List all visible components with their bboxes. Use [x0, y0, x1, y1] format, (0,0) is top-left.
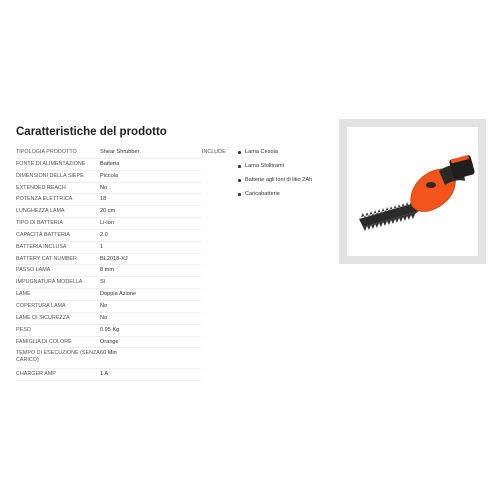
spec-value: Li-Ion	[100, 220, 114, 227]
spec-row	[16, 159, 201, 171]
spec-value: No	[100, 314, 108, 321]
spec-key: FONTE DI ALIMENTAZIONE	[16, 160, 86, 167]
spec-key: PASSO LAMA	[16, 267, 51, 274]
include-item: Lama Cesoia	[236, 147, 312, 161]
include-item: Batterie agli ioni di litio 2Ah	[236, 175, 312, 189]
spec-row	[16, 313, 201, 325]
spec-value: 2.0	[100, 231, 108, 238]
spec-key: LAME	[16, 291, 31, 298]
spec-row	[16, 277, 201, 289]
spec-key: TEMPO DI ESECUZIONE (SENZA CARICO)	[16, 350, 100, 363]
hedge-trimmer-icon	[347, 127, 478, 256]
spec-row	[16, 242, 201, 254]
spec-row	[16, 147, 201, 159]
spec-value: 0.95 Kg	[100, 326, 120, 333]
spec-value: 18	[100, 196, 107, 203]
spec-row	[16, 369, 201, 381]
spec-key: DIMENSIONI DELLA SIEPE	[16, 172, 84, 179]
spec-value: Doppia Azione	[100, 291, 137, 298]
spec-row	[16, 301, 201, 313]
spec-row	[16, 218, 201, 230]
spec-value: 20 cm	[100, 208, 116, 215]
spec-value: 8 mm	[100, 267, 114, 274]
spec-key: FAMIGLIA DI COLORE	[16, 338, 72, 345]
spec-key: TIPO DI BATTERIA	[16, 220, 63, 227]
spec-row	[16, 206, 201, 218]
spec-key: CAPACITÀ BATTERIA	[16, 231, 71, 238]
spec-value: Batteria	[100, 160, 120, 167]
spec-key: BATTERIA INCLUSA	[16, 243, 67, 250]
spec-row	[16, 337, 201, 349]
spec-value: 1 A	[100, 371, 109, 378]
spec-row	[16, 183, 201, 195]
spec-key: POTENZA ELETTRICA	[16, 196, 73, 203]
product-image-frame	[339, 119, 486, 264]
spec-row	[16, 171, 201, 183]
spec-value: 60 Min	[100, 350, 117, 357]
spec-row	[16, 325, 201, 337]
blade-icon	[359, 201, 419, 231]
spec-row	[16, 348, 201, 369]
spec-row	[16, 254, 201, 266]
product-image	[347, 127, 478, 256]
spec-row	[16, 230, 201, 242]
includes-label: INCLUDE	[202, 149, 226, 155]
spec-row	[16, 265, 201, 277]
spec-value: BL2018-XJ	[100, 255, 128, 262]
spec-value: 1	[100, 243, 104, 250]
include-item: Lama Sfoltirami	[236, 161, 312, 175]
spec-key: CHARGER AMP	[16, 371, 56, 378]
spec-key: COPERTURA LAMA	[16, 302, 66, 309]
spec-value: Piccola	[100, 172, 119, 179]
spec-value: No	[100, 302, 108, 309]
spec-value: Shear Shrubber	[100, 149, 140, 155]
include-item: Caricabatterie	[236, 189, 312, 203]
spec-row	[16, 194, 201, 206]
spec-key: IMPUGNATURA MODELLA	[16, 279, 83, 286]
spec-value: Sì	[100, 279, 106, 286]
includes-list	[236, 147, 312, 203]
spec-key: LAME DI SICUREZZA	[16, 314, 70, 321]
spec-key: TIPOLOGIA PRODOTTO	[16, 149, 77, 155]
spec-key: EXTENDED REACH	[16, 184, 66, 191]
spec-value: No	[100, 184, 108, 191]
spec-table	[16, 147, 201, 381]
spec-key: PESO	[16, 326, 31, 333]
spec-value: Orange	[100, 338, 119, 345]
spec-key: BATTERY CAT NUMBER	[16, 255, 77, 262]
spec-row	[16, 289, 201, 301]
page-title: Caratteristiche del prodotto	[16, 126, 167, 138]
spec-key: LUNGHEZZA LAMA	[16, 208, 65, 215]
